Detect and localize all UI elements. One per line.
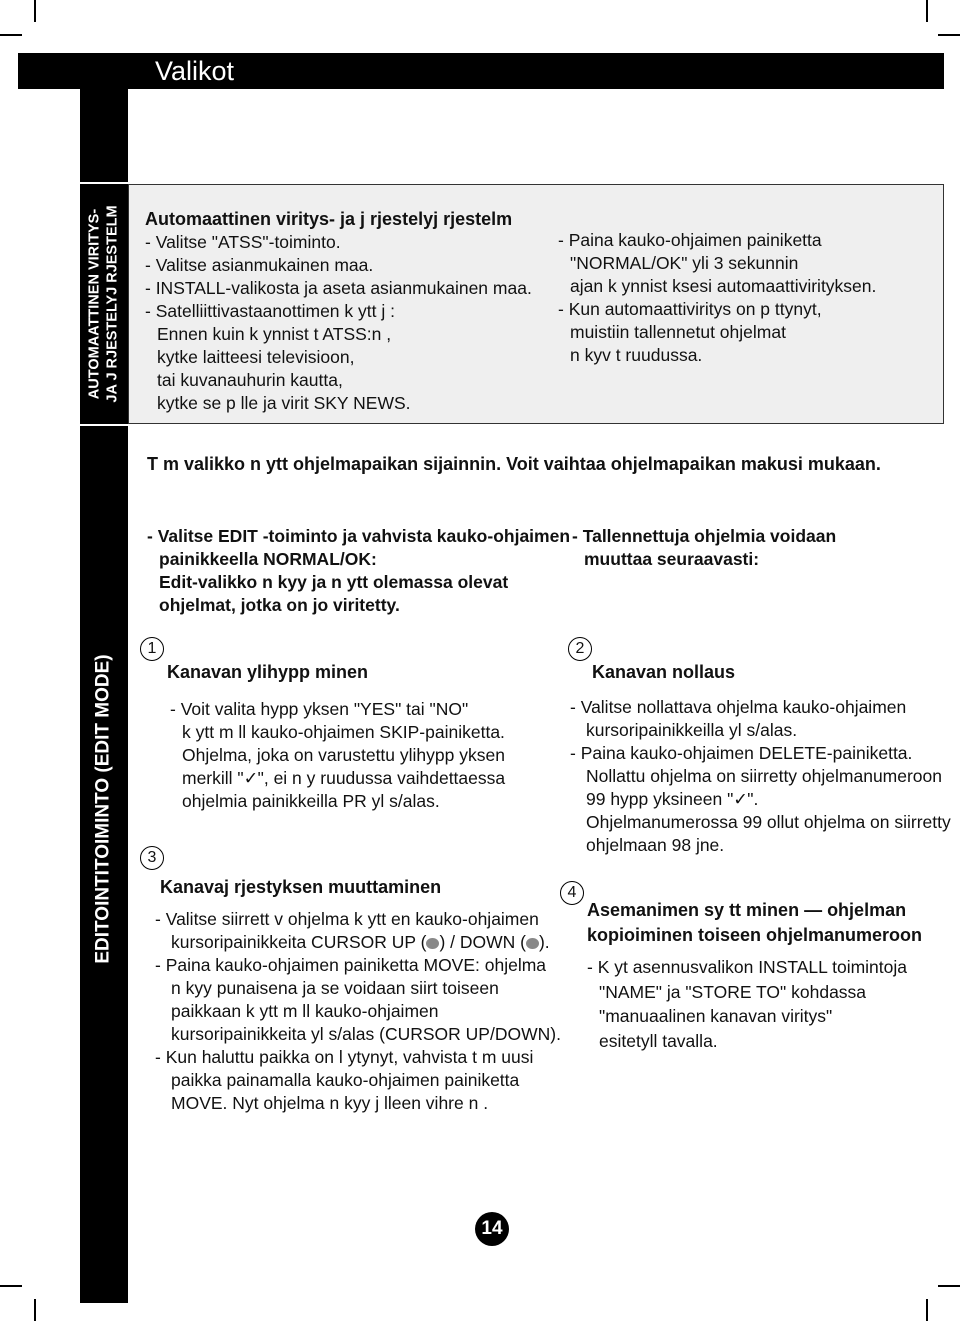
step-title-2: Kanavan nollaus	[592, 662, 736, 682]
list-item: ohjelmat, jotka on jo viritetty.	[159, 595, 400, 615]
list-item: kytke laitteesi televisioon,	[157, 347, 355, 367]
step-number-2: 2	[568, 637, 592, 661]
list-item	[170, 767, 505, 790]
step-number-3: 3	[140, 846, 164, 870]
list-item: ajan k ynnist ksesi automaattivirityksen.	[570, 276, 877, 296]
crop-mark	[938, 34, 960, 36]
crop-mark	[926, 1299, 928, 1321]
text-segment: ", ei n y ruudussa vaihdettaessa	[257, 768, 506, 788]
list-item: - K yt asennusvalikon INSTALL toimintoja	[587, 957, 908, 977]
list-item: kursoripainikkeilla yl s/alas.	[586, 720, 798, 740]
list-item: - Kun automaattiviritys on p ttynyt,	[558, 299, 822, 319]
list-item: kytke se p lle ja virit SKY NEWS.	[157, 393, 411, 413]
auto-tuning-title: Automaattinen viritys- ja j rjestelyj rjestelm	[145, 209, 513, 229]
list-item: "NAME" ja "STORE TO" kohdassa	[599, 981, 867, 1002]
list-item: - Paina kauko-ohjaimen DELETE-painiketta.	[570, 743, 913, 763]
list-item: paikkaan k ytt m ll kauko-ohjaimen	[171, 1001, 439, 1021]
list-item: k ytt m ll kauko-ohjaimen SKIP-painiketta.	[182, 722, 505, 742]
list-item: Ohjelma, joka on varustettu ylihypp yksen	[182, 745, 505, 765]
list-item: "manuaalinen kanavan viritys"	[599, 1006, 833, 1026]
list-item: - Paina kauko-ohjaimen painiketta MOVE: ohjelma	[155, 955, 547, 975]
crop-mark	[938, 1285, 960, 1287]
list-item: kursoripainikkeita yl s/alas (CURSOR UP/DOWN).	[171, 1024, 561, 1044]
sidebar-tab-auto-line1: AUTOMAATTINEN VIRITYS-	[87, 208, 104, 400]
list-item: - Satelliittivastaanottimen k ytt j :	[145, 301, 395, 321]
list-item: - Valitse asianmukainen maa.	[145, 255, 374, 275]
list-item	[155, 931, 561, 954]
list-item: - Valitse EDIT -toiminto ja vahvista kauko-ohjaimen	[147, 526, 571, 546]
list-item: Edit-valikko n kyy ja n ytt olemassa olevat	[159, 572, 509, 592]
edit-intro: T m valikko n ytt ohjelmapaikan sijainnin. Voit vaihtaa ohjelmapaikan makusi mukaan.	[147, 454, 881, 474]
sidebar-tab-edit-label: EDITOINTITOIMINTO (EDIT MODE)	[93, 654, 114, 964]
list-item: painikkeella NORMAL/OK:	[159, 549, 377, 569]
step-body-4	[587, 955, 907, 1053]
list-item: - Voit valita hypp yksen "YES" tai "NO"	[170, 699, 469, 719]
text-segment: merkill "	[182, 768, 244, 788]
auto-tuning-left	[145, 208, 532, 415]
text-segment: 99 hypp yksineen "	[586, 789, 734, 809]
step-body-3	[155, 908, 561, 1115]
list-item: "NORMAL/OK" yli 3 sekunnin	[570, 253, 799, 273]
step-title-4-line2: kopioiminen toiseen ohjelmanumeroon	[587, 925, 923, 945]
text-segment: ".	[747, 789, 759, 809]
list-item: - Tallennettuja ohjelmia voidaan	[572, 526, 837, 546]
auto-tuning-right	[558, 229, 876, 367]
step-number-1: 1	[140, 637, 164, 661]
edit-left-intro	[147, 525, 570, 617]
list-item: paikka painamalla kauko-ohjaimen painiketta	[171, 1070, 520, 1090]
list-item: Ohjelmanumerossa 99 ollut ohjelma on siirretty	[586, 812, 951, 832]
step-title-1: Kanavan ylihypp minen	[167, 662, 369, 682]
text-segment: ) / DOWN (	[439, 932, 526, 952]
list-item: MOVE. Nyt ohjelma n kyy j lleen vihre n .	[171, 1093, 489, 1113]
edit-right-intro	[572, 525, 836, 571]
sidebar-tab-auto-line2: JA J RJESTELYJ RJESTELM	[105, 205, 122, 403]
checkmark-icon: ✓	[733, 789, 748, 809]
list-item: n kyy punaisena ja se voidaan siirt toiseen	[171, 978, 499, 998]
list-item: esitetyll tavalla.	[599, 1030, 718, 1051]
list-item: ohjelmaan 98 jne.	[586, 835, 725, 855]
list-item: tai kuvanauhurin kautta,	[157, 370, 343, 390]
list-item: muuttaa seuraavasti:	[584, 549, 760, 569]
list-item: - Valitse siirrett v ohjelma k ytt en kauko-ohjaimen	[155, 909, 539, 929]
cursor-down-icon	[526, 938, 539, 949]
sidebar-divider	[80, 424, 128, 426]
list-item: - INSTALL-valikosta ja aseta asianmukainen maa.	[145, 278, 532, 298]
step-title-3: Kanavaj rjestyksen muuttaminen	[160, 877, 442, 897]
list-item: - Kun haluttu paikka on l ytynyt, vahvista t m uusi	[155, 1047, 534, 1067]
step-body-1	[170, 698, 505, 813]
step-title-4	[587, 898, 922, 948]
list-item: Nollattu ohjelma on siirretty ohjelmanumeroon	[586, 766, 943, 786]
list-item: muistiin tallennetut ohjelmat	[570, 322, 786, 342]
list-item: ohjelmia painikkeilla PR yl s/alas.	[182, 791, 440, 811]
list-item: - Valitse "ATSS"-toiminto.	[145, 232, 341, 252]
crop-mark	[926, 0, 928, 22]
text-segment: kursoripainikkeita CURSOR UP (	[171, 932, 427, 952]
crop-mark	[0, 1285, 22, 1287]
crop-mark	[34, 0, 36, 22]
list-item: Ennen kuin k ynnist t ATSS:n ,	[157, 324, 392, 344]
text-segment: ).	[538, 932, 550, 952]
list-item: - Paina kauko-ohjaimen painiketta	[558, 230, 822, 250]
header-bar	[18, 53, 944, 89]
checkmark-icon: ✓	[243, 768, 259, 788]
sidebar-tab-edit	[80, 628, 128, 990]
cursor-up-icon	[426, 938, 439, 949]
step-title-4-line1: Asemanimen sy tt minen — ohjelman	[587, 900, 907, 920]
page-number: 14	[475, 1212, 509, 1246]
sidebar-tab-auto	[80, 184, 128, 424]
list-item	[570, 788, 951, 811]
page-title: Valikot	[155, 56, 235, 86]
list-item: n kyv t ruudussa.	[570, 345, 703, 365]
sidebar-divider	[80, 182, 128, 184]
step-body-2	[570, 696, 951, 857]
crop-mark	[34, 1299, 36, 1321]
step-number-4: 4	[560, 881, 584, 905]
list-item: - Valitse nollattava ohjelma kauko-ohjaimen	[570, 697, 907, 717]
crop-mark	[0, 34, 22, 36]
